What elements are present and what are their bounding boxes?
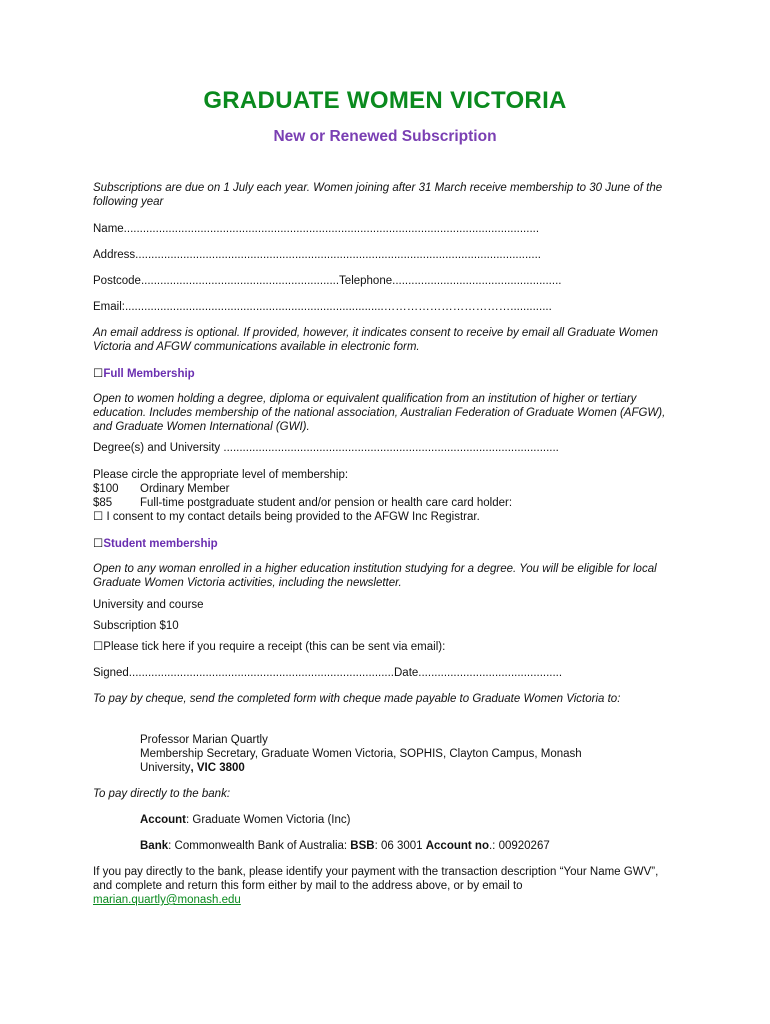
email-link[interactable]: marian.quartly@monash.edu <box>93 894 241 906</box>
subscription-amount: Subscription $10 <box>93 620 179 632</box>
level-student-pension[interactable] <box>93 496 673 510</box>
address-name: Professor Marian Quartly <box>140 734 268 746</box>
full-membership-checkbox[interactable]: ☐ <box>93 368 104 380</box>
page-subtitle: New or Renewed Subscription <box>273 128 497 145</box>
degree-field[interactable]: Degree(s) and University ......................................................................................................... <box>93 442 559 454</box>
student-membership-checkbox[interactable]: ☐ <box>93 538 104 550</box>
address-line-3: University, VIC 3800 <box>140 762 245 774</box>
circle-prompt: Please circle the appropriate level of membership: <box>93 469 349 481</box>
bank-instruction: To pay directly to the bank: <box>93 788 231 800</box>
student-membership-heading <box>93 537 673 551</box>
cheque-instruction: To pay by cheque, send the completed form with cheque made payable to Graduate Women Victoria to: <box>93 693 621 705</box>
level-label: Ordinary Member <box>140 483 230 495</box>
address-field[interactable]: Address............................................................................................................................... <box>93 249 541 261</box>
level-amount: $100 <box>93 483 119 495</box>
signed-date-field[interactable]: Signed...................................................................................Date............................................. <box>93 667 563 679</box>
cheque-address <box>140 733 673 775</box>
bank-account-name: Account: Graduate Women Victoria (Inc) <box>140 814 351 826</box>
intro-text: Subscriptions are due on 1 July each year. Women joining after 31 March receive membership to 30 June of the following year <box>93 182 663 208</box>
level-label: Full-time postgraduate student and/or pension or health care card holder: <box>140 497 513 509</box>
email-field[interactable]: Email:.................................................................................……………………………............. <box>93 301 552 313</box>
page-title: GRADUATE WOMEN VICTORIA <box>203 87 567 114</box>
university-course-field[interactable]: University and course <box>93 599 204 611</box>
full-membership-description: Open to women holding a degree, diploma or equivalent qualification from an institution of higher or tertiary education. Includes membership of the national association, Australian Federation of Graduate Women (AFGW), and Graduate Women International (GWI). <box>93 393 666 433</box>
full-membership-heading <box>93 367 673 381</box>
name-field[interactable]: Name.................................................................................................................................. <box>93 223 540 235</box>
footer-note: If you pay directly to the bank, please identify your payment with the transaction description “Your Name GWV”, and complete and return this form either by mail to the address above, or by email to marian.quartly@monash.edu <box>93 866 659 906</box>
full-membership-label: Full Membership <box>103 368 195 380</box>
membership-levels <box>93 468 673 524</box>
consent-checkbox[interactable]: ☐ I consent to my contact details being provided to the AFGW Inc Registrar. <box>93 511 480 523</box>
postcode-telephone-field[interactable]: Postcode..............................................................Telephone..................................................... <box>93 275 562 287</box>
bank-details: Bank: Commonwealth Bank of Australia: BSB: 06 3001 Account no.: 00920267 <box>140 840 550 852</box>
level-ordinary[interactable] <box>93 482 673 496</box>
email-note: An email address is optional. If provided, however, it indicates consent to receive by email all Graduate Women Victoria and AFGW communications available in electronic form. <box>93 327 659 353</box>
student-membership-label: Student membership <box>103 538 218 550</box>
student-membership-description: Open to any woman enrolled in a higher education institution studying for a degree. You will be eligible for local Graduate Women Victoria activities, including the newsletter. <box>93 563 657 589</box>
level-amount: $85 <box>93 497 113 509</box>
address-line-2: Membership Secretary, Graduate Women Victoria, SOPHIS, Clayton Campus, Monash <box>140 748 582 760</box>
receipt-checkbox[interactable]: ☐Please tick here if you require a receipt (this can be sent via email): <box>93 641 446 653</box>
